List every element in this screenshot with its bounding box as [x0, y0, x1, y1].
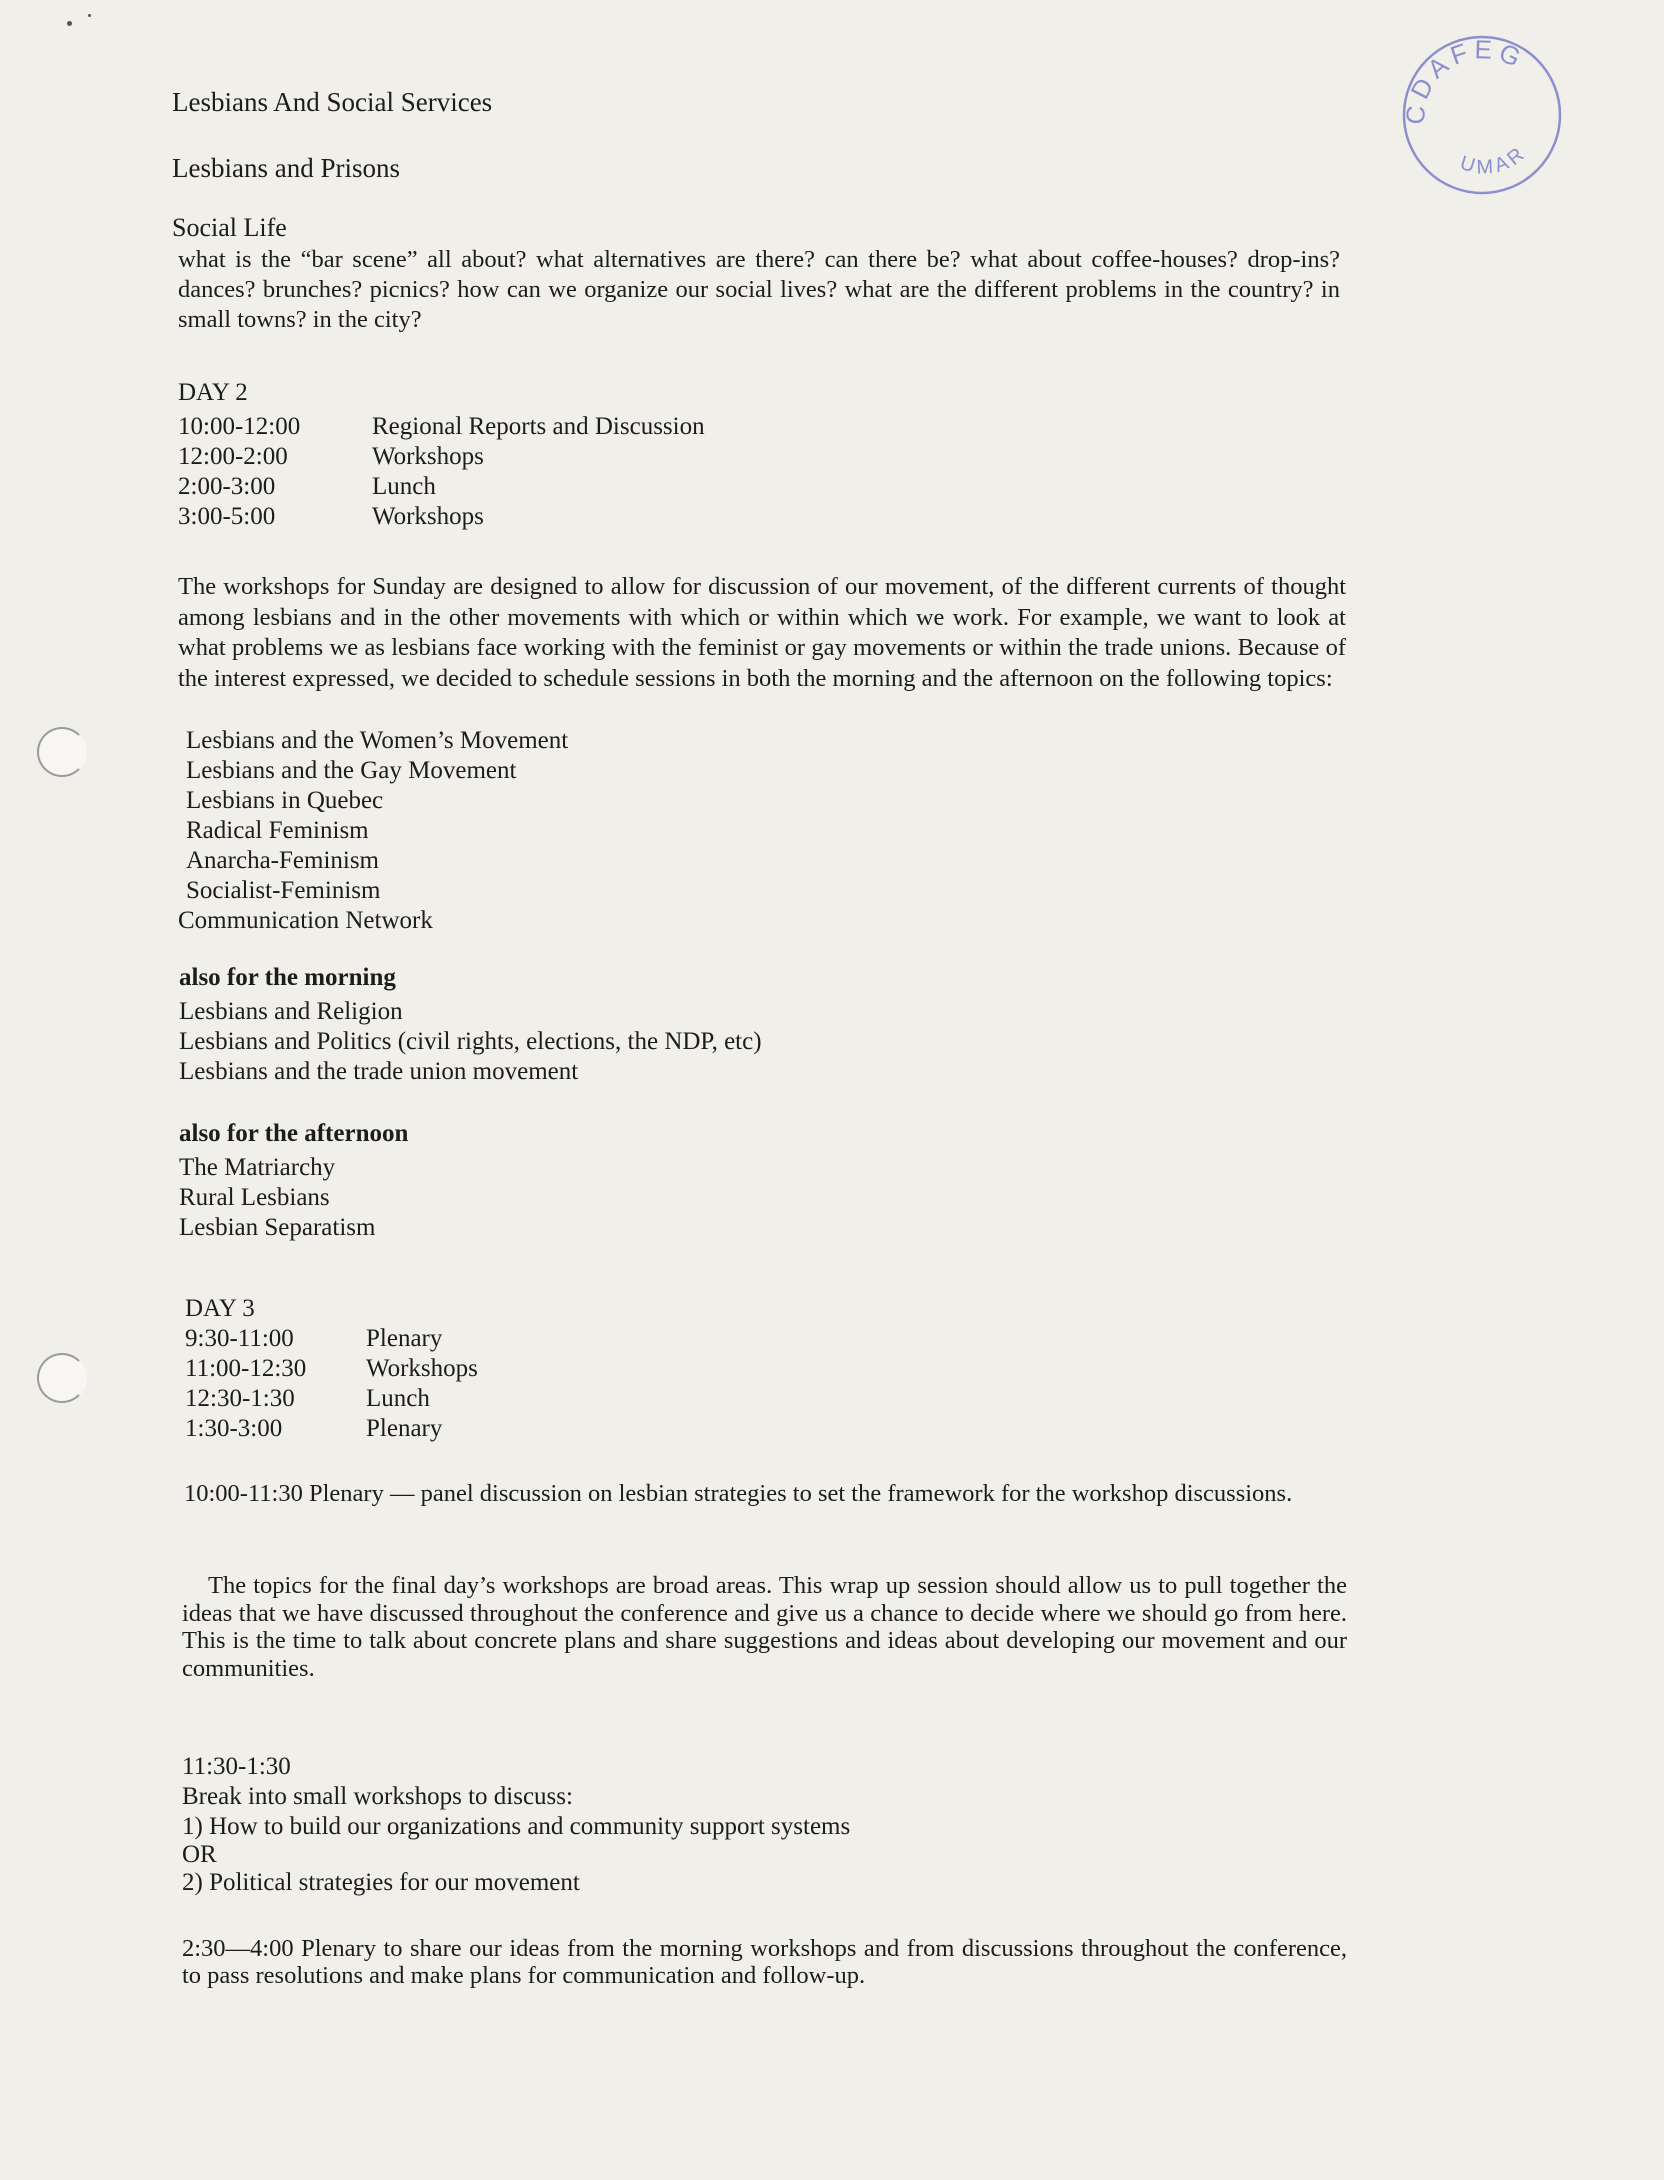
- schedule-event: Regional Reports and Discussion: [372, 413, 705, 440]
- stamp-bottom-text: UMAR: [1457, 141, 1532, 179]
- table-row: [178, 412, 705, 442]
- social-life-text: what is the “bar scene” all about? what alternatives are there? can there be? what about coffee-houses? drop-ins? dances? brunches? picnics? how can we organize our social lives? what are the different problems in the country? in small towns? in the city?: [178, 246, 1340, 333]
- schedule-time: 10:00-12:00: [178, 413, 301, 440]
- morning-topics: [179, 963, 1354, 1087]
- list-item: The Matriarchy: [179, 1154, 336, 1181]
- list-item: Lesbians and the Women’s Movement: [186, 727, 569, 754]
- table-row: [185, 1354, 478, 1384]
- schedule-time: 11:00-12:30: [185, 1355, 307, 1382]
- day2-table: [178, 412, 705, 532]
- punch-hole-top: [37, 727, 87, 777]
- breakout-block: [182, 1752, 1357, 1898]
- section-title-social-life: Social Life: [172, 213, 287, 242]
- table-row: [185, 1414, 478, 1444]
- social-life-block: [178, 245, 1340, 335]
- schedule-event: Lunch: [372, 473, 436, 500]
- day2-schedule: [178, 378, 1353, 532]
- plenary-note: 10:00-11:30 Plenary — panel discussion on lesbian strategies to set the framework for the workshop discussions.: [184, 1480, 1293, 1507]
- morning-heading: also for the morning: [179, 964, 396, 991]
- table-row: [178, 502, 705, 532]
- breakout-option-2: 2) Political strategies for our movement: [182, 1869, 580, 1896]
- schedule-time: 3:00-5:00: [178, 503, 276, 530]
- stamp-top-text: CDAFEG: [1399, 34, 1531, 126]
- list-item: Lesbians in Quebec: [186, 787, 384, 814]
- day3-label: DAY 3: [185, 1295, 255, 1322]
- library-stamp: [1397, 30, 1567, 200]
- schedule-time: 2:00-3:00: [178, 473, 276, 500]
- day3-schedule: [185, 1294, 1360, 1444]
- schedule-event: Plenary: [366, 1415, 443, 1442]
- list-item: Lesbians and the trade union movement: [179, 1058, 579, 1085]
- plenary-note-block: [184, 1481, 1347, 1507]
- list-item: Radical Feminism: [186, 817, 369, 844]
- table-row: [185, 1384, 478, 1414]
- schedule-time: 9:30-11:00: [185, 1325, 294, 1352]
- list-item: Communication Network: [178, 907, 433, 934]
- day2-label: DAY 2: [178, 379, 248, 406]
- ink-speck: [67, 21, 72, 26]
- afternoon-topics: [179, 1119, 1354, 1243]
- schedule-event: Plenary: [366, 1325, 443, 1352]
- day2-topic-list: [178, 726, 1361, 936]
- list-item: Lesbians and Politics (civil rights, elections, the NDP, etc): [179, 1028, 762, 1055]
- breakout-option-1: 1) How to build our organizations and community support systems: [182, 1813, 851, 1840]
- schedule-event: Workshops: [372, 443, 484, 470]
- schedule-time: 12:00-2:00: [178, 443, 288, 470]
- table-row: [178, 472, 705, 502]
- day2-intro-text: The workshops for Sunday are designed to allow for discussion of our movement, of the different currents of thought among lesbians and in the other movements with which or within which we work. For example, we want to look at what problems we as lesbians face working with the feminist or gay movements or within the trade unions. Because of the interest expressed, we decided to schedule sessions in both the morning and the afternoon on the following topics:: [178, 573, 1346, 692]
- schedule-event: Lunch: [366, 1385, 430, 1412]
- breakout-or: OR: [182, 1841, 217, 1868]
- list-item: Socialist-Feminism: [186, 877, 381, 904]
- day3-table: [185, 1324, 478, 1444]
- list-item: Anarcha-Feminism: [186, 847, 380, 874]
- schedule-event: Workshops: [366, 1355, 478, 1382]
- breakout-time: 11:30-1:30: [182, 1753, 291, 1780]
- list-item: Lesbian Separatism: [179, 1214, 376, 1241]
- schedule-time: 1:30-3:00: [185, 1415, 283, 1442]
- schedule-event: Workshops: [372, 503, 484, 530]
- table-row: [185, 1324, 478, 1354]
- list-item: Rural Lesbians: [179, 1184, 330, 1211]
- ink-speck: [88, 14, 91, 17]
- afternoon-heading: also for the afternoon: [179, 1120, 409, 1147]
- final-topics-text: The topics for the final day’s workshops are broad areas. This wrap up session should allow us to pull together the ideas that we have discussed throughout the conference and give us a chance to decide where we should go from here. This is the time to talk about concrete plans and share suggestions and ideas about developing our movement and our communities.: [182, 1572, 1347, 1682]
- day2-intro-block: [178, 572, 1346, 694]
- punch-hole-bottom: [37, 1353, 87, 1403]
- list-item: Lesbians and Religion: [179, 998, 403, 1025]
- breakout-intro: Break into small workshops to discuss:: [182, 1783, 573, 1810]
- section-title-social-services: Lesbians And Social Services: [172, 87, 493, 117]
- table-row: [178, 442, 705, 472]
- section-title-prisons: Lesbians and Prisons: [172, 153, 400, 183]
- closing-block: [182, 1935, 1347, 1989]
- final-topics-block: [182, 1572, 1347, 1682]
- list-item: Lesbians and the Gay Movement: [186, 757, 517, 784]
- schedule-time: 12:30-1:30: [185, 1385, 295, 1412]
- closing-text: 2:30—4:00 Plenary to share our ideas from the morning workshops and from discussions throughout the conference, to pass resolutions and make plans for communication and follow-up.: [182, 1935, 1347, 1989]
